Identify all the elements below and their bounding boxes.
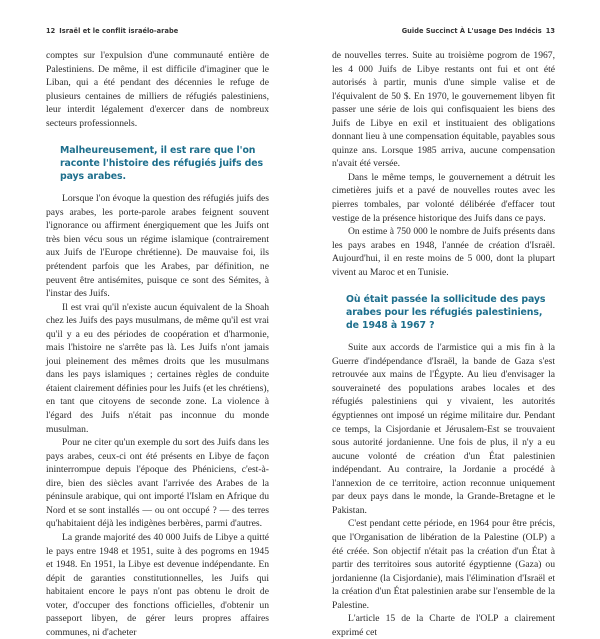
paragraph: On estime à 750 000 le nombre de Juifs présents dans les pays arabes en 1948, l'année de création d'Israël. Aujourd'hui, il en reste moins de 5 000, dont la plupart vivent au Maroc et en Tunisie.	[332, 226, 555, 278]
section-heading: Où était passée la sollicitude des pays arabes pour les réfugiés palestiniens, de 1948 à 1967 ?	[346, 294, 546, 332]
paragraph: L'article 15 de la Charte de l'OLP a clairement exprimé cet	[332, 613, 555, 638]
paragraph: Suite aux accords de l'armistice qui a mis fin à la Guerre d'indépendance d'Israël, la bande de Gaza s'est retrouvée aux mains de l'Égypte. Au lieu d'envisager la souveraineté des populations arabes locales et des réfugiés palestiniens qui y vivaient, les autorités égyptiennes ont imposé un régime militaire dur. Pendant ce temps, la Cisjordanie et Jérusalem-Est se trouvaient sous autorité jordanienne. Une fois de plus, il n'y a eu aucune volonté de création d'un État palestinien indépendant. Au contraire, la Jordanie a procédé à l'annexion de ce territoire, action reconnue uniquement par deux pays dans le monde, la Grande-Bretagne et le Pakistan.	[332, 342, 555, 516]
left-page-body	[46, 49, 269, 639]
paragraph: Dans le même temps, le gouvernement a détruit les cimetières juifs et a pavé de nouvelles routes avec les pierres tombales, par volonté délibérée d'effacer tout vestige de la présence historique des Juifs dans ce pays.	[332, 171, 555, 224]
left-page	[0, 0, 300, 638]
paragraph: Pour ne citer qu'un exemple du sort des Juifs dans les pays arabes, ceux-ci ont été présents en Libye de façon ininterrompue depuis l'époque des Phéniciens, c'est-à-dire, bien des siècles avant l'arrivée des Arabes de la péninsule arabique, qui ont importé l'Islam en Afrique du Nord et se sont installés — ou ont occupé ? — des terres qu'habitaient déjà les indigènes berbères, parmi d'autres.	[46, 437, 269, 530]
right-page	[300, 0, 600, 638]
running-head-title: Israël et le conflit israélo-arabe	[59, 27, 179, 35]
paragraph: Lorsque l'on évoque la question des réfugiés juifs des pays arabes, les porte-parole arabes feignent souvent l'ignorance ou affirment énergiquement que les Juifs ont très bien vécu sous un régime islamique (contrairement aux Juifs de l'Europe chrétienne). De mauvaise foi, ils prétendent parfois que les Arabes, par définition, ne peuvent être antisémites, puisque ce sont des Sémites, à l'instar des Juifs.	[46, 193, 269, 300]
running-head-title: Guide Succinct À L'usage Des Indécis	[401, 27, 542, 35]
running-head-left	[46, 27, 178, 35]
paragraph: La grande majorité des 40 000 Juifs de Libye a quitté le pays entre 1948 et 1951, suite à des pogroms en 1945 et 1948. En 1951, la Libye est devenue indépendante. En dépit de garanties constitutionnelles, les Juifs qui habitaient encore le pays n'ont pas obtenu le droit de voter, d'occuper des fonctions officielles, d'obtenir un passeport libyen, de gérer leurs propres affaires communes, ni d'acheter	[46, 531, 269, 638]
page-number: 12	[46, 27, 56, 35]
paragraph: C'est pendant cette période, en 1964 pour être précis, que l'Organisation de libération de la Palestine (OLP) a été créée. Son objectif n'était pas la création d'un État à partir des territoires sous autorité égyptienne (Gaza) ou jordanienne (la Cisjordanie), mais l'élimination d'Israël et la création d'un État palestinien arabe sur l'ensemble de la Palestine.	[332, 518, 555, 611]
paragraph: Il est vrai qu'il n'existe aucun équivalent de la Shoah chez les Juifs des pays musulmans, de même qu'il est vrai qu'il y a eu des périodes de coopération et d'harmonie, mais l'histoire ne s'arrête pas là. Les Juifs n'ont jamais joui pleinement des mêmes droits que les musulmans dans les pays islamiques ; certaines règles de conduite étaient clairement définies pour les Juifs (et les chrétiens), en tant que citoyens de seconde zone. La violence à l'égard des Juifs n'était pas inconnue du monde musulman.	[46, 301, 269, 435]
section-heading: Malheureusement, il est rare que l'on raconte l'histoire des réfugiés juifs des pays arabes.	[60, 145, 264, 183]
paragraph: comptes sur l'expulsion d'une communauté entière de Palestiniens. De même, il est difficile d'imaginer que le Liban, qui a été pendant des décennies le refuge de plusieurs centaines de milliers de réfugiés palestiniens, leur interdit légalement d'exercer dans de nombreux secteurs professionnels.	[46, 50, 269, 129]
running-head-right	[402, 27, 555, 35]
paragraph: de nouvelles terres. Suite au troisième pogrom de 1967, les 4 000 Juifs de Libye restants ont fui et ont été autorisés à partir, munis d'une simple valise et de l'équivalent de 50 $. En 1970, le gouvernement libyen fit passer une série de lois qui confisquaient les biens des Juifs de Libye en exil et instituaient des obligations donnant lieu à une compensation équitable, payables sous quinze ans. Lorsque 1985 arriva, aucune compensation n'avait été versée.	[332, 50, 555, 170]
page-number: 13	[545, 27, 555, 35]
right-page-body	[332, 49, 555, 639]
